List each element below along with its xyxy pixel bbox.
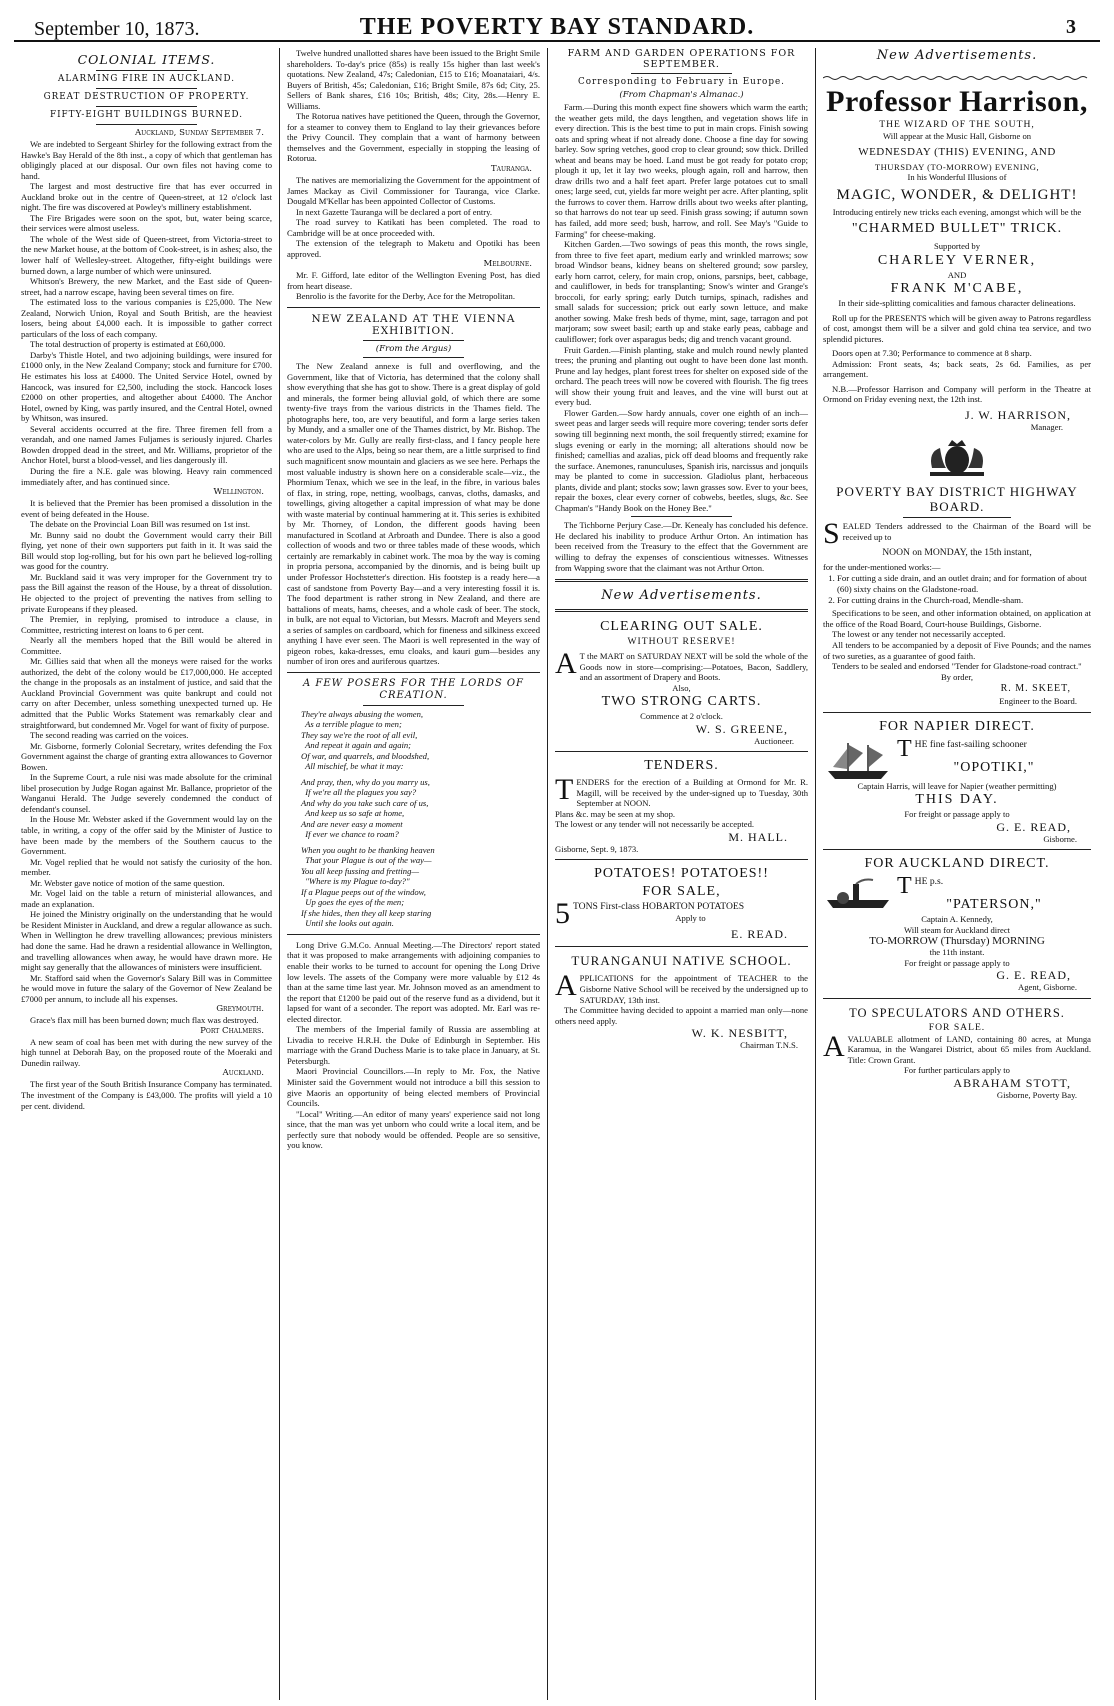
ad-role: Chairman T.N.S. [740, 1040, 798, 1051]
ad-line: Will appear at the Music Hall, Gisborne on [882, 131, 1032, 141]
ad-line: For further particulars apply to [904, 1065, 1010, 1076]
dateline-port-chalmers: Port Chalmers. [200, 1025, 264, 1036]
drop-cap: T [897, 873, 912, 900]
paragraph: During the fire a N.E. gale was blowing. Heavy rain commenced immediately after, and has continued since. [21, 465, 272, 487]
poem-line: And keep us so safe at home, [301, 808, 405, 819]
paragraph: The whole of the West side of Queen-street, from Victoria-street to the new Market house, at the bottom of Cook-street, is in ashes; also, the lower half of Wellesley-street. Altogether, fifty-eight buildings were burned down, a large number of which were uninsured. [21, 233, 272, 276]
paragraph: The extension of the telegraph to Maketu and Opotiki has been approved. [287, 238, 540, 259]
native-school-ad [555, 952, 808, 1050]
ad-body: HE fine fast-sailing schooner [914, 738, 1027, 750]
poem-line: That your Plague is out of the way— [301, 855, 432, 866]
ad-role: Auctioneer. [754, 735, 794, 746]
ad-title: Professor Harrison, [826, 85, 1088, 118]
ad-line: For freight or passage apply to [904, 809, 1010, 820]
ad-body: T the MART on SATURDAY NEXT will be sold the whole of the Goods now in store—comprising:—Potatoes, Bacon, Saddlery, and an assortment of Drapery and Boots. [579, 651, 808, 683]
ad-line: Apply to [675, 913, 706, 924]
poem-line: Of war, and quarrels, and bloodshed, [301, 750, 430, 761]
ad-title: POVERTY BAY DISTRICT HIGHWAY BOARD. [836, 484, 1078, 515]
ad-body: All tenders to be accompanied by a deposit of Five Pounds; and the names of two sureties, as a guarantee of good faith. [823, 639, 1091, 661]
ad-body: Tenders to be sealed and endorsed "Tender for Gladstone-road contract." [832, 661, 1082, 672]
issue-date: September 10, 1873. [34, 18, 200, 40]
ad-title: FOR NAPIER DIRECT. [879, 718, 1035, 734]
column-3 [548, 48, 816, 1700]
ad-role: Agent, Gisborne. [1018, 982, 1077, 993]
speculators-ad [823, 1004, 1091, 1101]
ad-signature: R. M. SKEET, [1000, 683, 1071, 695]
auckland-ad [823, 855, 1091, 993]
ad-line: The Committee having decided to appoint a married man only—none others need apply. [555, 1005, 808, 1026]
subheading-buildings: FIFTY-EIGHT BUILDINGS BURNED. [49, 110, 244, 120]
poem-line: You all keep fussing and fretting— [301, 865, 420, 876]
ad-body: Admission: Front seats, 4s; back seats, 2s 6d. Families, as per arrangement. [823, 358, 1091, 380]
ad-title: POTATOES! POTATOES!! [594, 866, 769, 882]
paragraph: Mr. Webster gave notice of motion of the same question. [30, 877, 225, 888]
poem-line: And pray, then, why do you marry us, [301, 776, 430, 787]
ad-body: HE p.s. [914, 876, 944, 888]
new-ads-heading: New Advertisements. [876, 48, 1038, 63]
ship-name: "PATERSON," [946, 897, 1042, 913]
ad-line: TWO STRONG CARTS. [601, 694, 762, 710]
paragraph: The Rotorua natives have petitioned the Queen, through the Governor, for a steamer to convey them to England to lay their grievances before the Privy Council. They complain that a want of harmony between themselves and the Government, especially in stopping the leasing of Rotorua. [287, 111, 540, 164]
tenders-ad [555, 757, 808, 854]
paragraph: Benrolio is the favorite for the Derby, Ace for the Metropolitan. [296, 291, 515, 302]
paragraph: The road survey to Katikati has been completed. The road to Cambridge will be at once proceeded with. [287, 217, 540, 238]
ad-role: Engineer to the Board. [999, 696, 1077, 707]
poem-line: "Where is my Plague to-day?" [301, 876, 410, 887]
poem-line: When you ought to be thanking heaven [301, 844, 435, 855]
ad-signature: M. HALL. [728, 829, 788, 844]
drop-cap: A [555, 969, 577, 1003]
ad-line: Captain A. Kennedy, [921, 914, 993, 925]
paragraph: The Fire Brigades were soon on the spot, but, water being scarce, their services were almost useless. [21, 212, 272, 234]
dateline-auckland: Auckland. [222, 1068, 264, 1079]
ad-role: Gisborne, Poverty Bay. [996, 1089, 1077, 1100]
paragraph: In the Supreme Court, a rule nisi was made absolute for the criminal libel prosecution by Judge Rogan against Mr. Ballance, proprietor of the Wanganui Herald. The Judge severely condemned the conduct of defendant's counsel. [21, 772, 272, 814]
paragraph: The debate on the Provincial Loan Bill was resumed on 1st inst. [30, 519, 251, 530]
paragraph: Mr. Bunny said no doubt the Government would carry their Bill flying, yet none of their own supporters put faith in it. It was said the Bill would stop log-rolling, but for his own part he believed log-rolling was good for the country. [21, 529, 272, 572]
potatoes-ad [555, 865, 808, 941]
tichborne-item: The Tichborne Perjury Case.—Dr. Kenealy has concluded his defence. He declared his inability to produce Arthur Orton. An intimation has been received from the Treasury to the effect that the Government are willing to defray the expenses of conscientious witnesses. Witnesses from Wapping swore that the claimant was not Arthur Orton. [555, 520, 808, 573]
ad-line: AND [947, 269, 967, 280]
ad-title: FOR AUCKLAND DIRECT. [864, 856, 1050, 872]
ad-body: PPLICATIONS for the appointment of TEACHER to the Gisborne Native School will be received by the undersigned up to SATURDAY, 13th inst. [579, 973, 808, 1005]
drop-cap: S [823, 517, 840, 551]
paragraph: The second reading was carried on the voices. [30, 730, 189, 741]
ad-date: Gisborne, Sept. 9, 1873. [555, 843, 639, 854]
ad-signature: J. W. HARRISON, [964, 407, 1071, 422]
paragraph: Mr. F. Gifford, late editor of the Wellington Evening Post, has died from heart disease. [287, 270, 540, 291]
ad-body: VALUABLE allotment of LAND, containing 80 acres, at Munga Karamua, in the Wangarei District, about 65 miles from Auckland. Title: Crown Grant. [847, 1033, 1091, 1065]
ad-line: WEDNESDAY (THIS) EVENING, AND [858, 145, 1056, 158]
poem-line: They say we're the root of all evil, [301, 729, 418, 740]
poem-line: If she hides, then they all keep staring [301, 907, 432, 918]
drop-cap: T [555, 773, 574, 807]
subheading-fire: ALARMING FIRE IN AUCKLAND. [57, 74, 236, 84]
drop-cap: A [823, 1029, 845, 1063]
column-1 [14, 48, 280, 1700]
ad-role: Gisborne. [1043, 833, 1077, 844]
paragraph: Mr. Gisborne, formerly Colonial Secretary, writes defending the Fox Government against the charge of granting extra allowances to Governor Bowen. [21, 740, 272, 772]
new-ads-heading: New Advertisements. [601, 588, 762, 604]
paragraph: The total destruction of property is estimated at £60,000. [30, 339, 226, 350]
paragraph: It is believed that the Premier has been promised a dissolution in the event of being defeated in the House. [21, 498, 272, 519]
ad-body: N.B.—Professor Harrison and Company will perform in the Theatre at Ormond on Friday evening next, the 12th inst. [823, 383, 1091, 405]
poem-line: They're always abusing the women, [301, 708, 424, 719]
ad-line: Plans &c. may be seen at my shop. [555, 808, 676, 819]
paragraph: The natives are memorializing the Government for the appointment of James Mackay as Civil Commissioner for Tauranga, vice Clarke. Dougald M'Kellar has been appointed Collector of Customs. [287, 175, 540, 207]
ad-line: Captain Harris, will leave for Napier (weather permitting) [857, 780, 1057, 791]
paragraph: In the House Mr. Webster asked if the Government would lay on the table, in writing, a copy of the offer said by the Minister of Justice to have been made by the members of the Southern caucus to the Government. [21, 814, 272, 857]
farm-garden-source: (From Chapman's Almanac.) [619, 90, 744, 100]
poem-line: And why do you take such care of us, [301, 797, 429, 808]
poem-line: If ever we chance to roam? [301, 829, 399, 840]
dateline-melbourne: Melbourne. [483, 259, 532, 270]
ad-body: Specifications to be seen, and other information obtained, on application at the office of the Road Board, Court-house Buildings, Gisborne. [823, 608, 1091, 629]
ad-line: Introducing entirely new tricks each evening, amongst which will be the [832, 206, 1082, 217]
ad-performer: FRANK M'CABE, [890, 281, 1024, 296]
ad-subtitle: FOR SALE. [928, 1021, 986, 1033]
ad-signature: G. E. READ, [996, 968, 1071, 983]
ad-title: TENDERS. [644, 758, 719, 774]
paragraph: Fruit Garden.—Finish planting, stake and mulch round newly planted trees; the pruning and planting out ought to have been done last month. Prune and lay hedges, plant forest trees for shelter on exposed side of the orchard. The peach trees will now be covered with flourish. The fig trees will show their young fruit and leaves, and the vine will burst out at every bud. [555, 344, 808, 408]
paragraph: The Premier, in replying, promised to introduce a clause, in Committee, restricting interest on loans to 6 per cent. [21, 614, 272, 635]
paragraph: Mr. Buckland said it was very improper for the Government try to pass the Bill against the reason of the House, by a threat of dissolution. He objected to the project of preventing the natives from selling to private Europeans if they pleased. [21, 571, 272, 614]
paragraph: We are indebted to Sergeant Shirley for the following extract from the Hawke's Bay Herald of the 8th inst., a copy of which that gentleman has obligingly placed at our disposal. Our own files not having come to hand. [21, 139, 272, 181]
dateline-wellington: Wellington. [213, 487, 264, 498]
ad-signature: ABRAHAM STOTT, [953, 1075, 1071, 1090]
dateline-greymouth: Greymouth. [216, 1004, 264, 1015]
ad-body: ENDERS for the erection of a Building at Ormond for Mr. R. Magill, will be received by the under-signed up to Tuesday, 30th September at NOON. [576, 777, 808, 809]
russia-item: The members of the Imperial family of Russia are assembling at Livadia to receive H.R.H. the Duke of Edinburgh in September. His marriage with the Grand Duchess Marie is to take place in January, at St. Petersburgh. [287, 1024, 540, 1066]
vienna-source: (From the Argus) [375, 344, 452, 355]
paragraph: The New Zealand annexe is full and overflowing, and the Government, like that of Victoria, has determined that the colony shall show everything that she has got to show. There is a great display of gold and minerals, the former being alluvial gold, of which there are some twenty-five trays from the various districts in the Thames field. The photographs here, too, are very beautiful, and form a large series taken by Mundy, and a smaller one of the Thames district, by Mr. Bishop. The water-colors by Mr. Gully are really first-class, and I fancy people here who are used to the Alps, being so near them, are a little surprised to find such magnificent snow mountain and glaciers as we see here. Perhaps the most valuable industry is shown here on a considerable scale—viz., the Phormium Tenax, which we see in the leaf, in the fibre, in various bales of flax, in string, rope, netting, woolbags, canvas, cloths, damasks, and towellings, giving altogether a capital impression of what may be done with waste material by continual hammering at it. This series is exhibited by Mr. Thorney, of London, the different goods having been manufactured in Scotland at Arbroath and Dundee. There is also a good collection of woods and two or three tables made of these woods, which certainly are remarkably in cabinet work. The moa by the way is coming in propria persona, accompanied by the dinornis, and is being built up under Professor Hochstetter's direction. His footstep is a ready here—a cast of sandstone from Poverty Bay—and a very interesting fossil it is. The food department is rather strong in New Zealand, and there are battalions of meats, hams, cheeses, and a whole cask of beer. The stock, in bulk, are not equal to Victorian, but Messrs. Macroft and Meyers send a series of samples on cardboard, which for fineness and silkiness exceed anything I have ever seen. The Maori is well represented in the way of pigeon robes, kaka-dresses, emu cloaks, and kauri gum—besides any number of iron ores and auriferous quartzes. [287, 361, 540, 667]
ad-line: In his Wonderful Illusions of [907, 172, 1007, 182]
poem-line: If a Plague peeps out of the window, [301, 886, 426, 897]
farm-garden-sub: Corresponding to February in Europe. [578, 77, 785, 87]
paragraph: Flower Garden.—Sow hardy annuals, cover one eighth of an inch—sweet peas and larger seeds will require more covering; tender sorts defer sowing till beginning next month, the soil frequently stirred; examine for slugs evening or early in the morning; all alterations should now be finished; camellias and azalias, pick off dead blooms and frequently rake the surface. Anemones, ranunculuses, Spanish iris, narcissus and jonquils may be planted to come in succession. Gladiolus plant, herbaceous plants, divide and plant; stocks sow; lawn grasses sow. Ever to your bees, repair the boxes, clear every corner of cobwebs, beetles, slugs, &c. See Chapman's "Handy Book on the Honey Bee." [555, 407, 808, 513]
ship-name: "OPOTIKI," [953, 759, 1035, 775]
ad-line: THIS DAY. [915, 792, 999, 808]
paragraph: Grace's flax mill has been burned down; much flax was destroyed. [30, 1015, 259, 1026]
ad-title: TO SPECULATORS AND OTHERS. [849, 1005, 1065, 1020]
ad-performer: CHARLEY VERNER, [877, 252, 1037, 268]
ad-signature: G. E. READ, [996, 819, 1071, 834]
maori-item: Maori Provincial Councillors.—In reply to Mr. Fox, the Native Minister said the Government would not introduce a bill this session to give Maoris an opportunity of being elected members of Provincial Councils. [287, 1066, 540, 1109]
paragraph: The estimated loss to the various companies is £25,000. The New Zealand, Norwich Union, Royal and South British, are the heaviest losers, being about £4,000 each. It is impossible to gather correct particulars of the loss of each company. [21, 297, 272, 339]
drop-cap: T [897, 735, 912, 762]
paragraph: The largest and most destructive fire that has ever occurred in Auckland broke out in the centre of Queen-street, at 12 o'clock last night. The fire was discovered at Powley's millinery establishment. [21, 181, 272, 213]
ad-line: "CHARMED BULLET" TRICK. [851, 221, 1063, 236]
works-item: 2. For cutting drains in the Church-road, Mendle-sham. [837, 595, 1091, 606]
paragraph: The first year of the South British Insurance Company has terminated. The investment of the Company is £43,000. The profits will yield a 10 per cent. dividend. [21, 1079, 272, 1111]
poem-line: All mischief, be what it may: [301, 761, 404, 772]
ad-line: By order, [940, 671, 974, 682]
paragraph: In next Gazette Tauranga will be declared a port of entry. [296, 206, 493, 217]
ad-signature: E. READ. [731, 927, 788, 942]
ad-body: Roll up for the PRESENTS which will be given away to Patrons regardless of cost, amongst them will be a silver and gold china tea service, and two splendid pictures. [823, 312, 1091, 344]
dateline-tauranga: Tauranga. [490, 164, 532, 175]
drop-cap: A [555, 647, 577, 681]
works-item: 1. For cutting a side drain, and an outlet drain; and for formation of about (60) sixty chains on the Gladstone-road. [837, 573, 1091, 595]
paragraph: Several accidents occurred at the fire. Three firemen fell from a verandah, and one named James Fuljames is seriously injured. Charles Bowden dropped dead in the street, and Mr. Williams, proprietor of the Anchor Hotel, burst a blood-vessel, and lies dangerously ill. [21, 423, 272, 466]
ad-title: TURANGANUI NATIVE SCHOOL. [571, 953, 792, 969]
paragraph: Mr. Vogel replied that he would not satisfy the curiosity of the hon. member. [21, 856, 272, 878]
ad-line: THE WIZARD OF THE SOUTH, [879, 119, 1035, 130]
column-4 [816, 48, 1098, 1700]
paragraph: Whitson's Brewery, the new Market, and the East side of Queen-street, had a narrow escape, having been several times on fire. [21, 276, 272, 297]
ad-body: EALED Tenders addressed to the Chairman of the Board will be received up to [842, 521, 1091, 542]
poem-line: As a terrible plague to men; [301, 719, 402, 730]
drop-cap: 5 [555, 897, 570, 931]
ad-line: the 11th instant. [929, 947, 985, 958]
vienna-heading: NEW ZEALAND AT THE VIENNA EXHIBITION. [311, 313, 516, 338]
newspaper-title: THE POVERTY BAY STANDARD. [359, 14, 755, 40]
ad-body: TONS First-class HOBARTON POTATOES [573, 901, 745, 913]
paragraph: Farm.—During this month expect fine showers which warm the earth; the weather gets mild, the days lengthen, and vegetation shows life in every direction. This is the best time to put in main crops. Finish sowing oats and spring wheat if not already done. Choose a fine day for sowing barley. Sow spring vetches, good crop to clear ground; sow thick. Drilled wheat and beans may be hoed. Land must be got ready for potato crop; plough it up, let it lay two weeks, plough again, roll and harrow, then draw drills two and a half feet apart. Prefer large potatoes cut to small ones; large seed, cut, yields far more weight per acre. After planting, split the furrows to cover them. Harrow drills about two weeks after planting, so that harrows do not tear up seed. Finish grass sowing; if autumn sown has failed, add more seed; bush, harrow, and roll. See May's "Guide to Farming" for cheese-making. [555, 102, 808, 239]
paragraph: Twelve hundred unallotted shares have been issued to the Bright Smile shareholders. To-day's price (85s) is really 15s higher than last week's quotations. New Zealand, 47s; Caledonian, £15 to £16; Moanataiari, 4/s. Buyers of British, 45s; Caledonian, £16; Bright Smile, 87s 6d; City, 25. Sellers of Bank shares, £16 10s; British, 48s; City, 28s.—Henry E. Williams. [287, 48, 540, 111]
ad-line: NOON on MONDAY, the 15th instant, [882, 547, 1032, 559]
ad-subtitle: WITHOUT RESERVE! [627, 636, 736, 648]
harrison-ad [823, 85, 1091, 432]
paragraph: Nearly all the members hoped that the Bill would be altered in Committee. [21, 635, 272, 656]
long-drive-item: Long Drive G.M.Co. Annual Meeting.—The Directors' report stated that it was proposed to make arrangements with adjoining companies to enable their works to be turned to account for opening the Long Drive low levels. The assets of the Company were more valuable by £12 4s than at the same time last year. Mr. Johnson moved as an amendment to the report that £1200 be paid out of the reserve fund as a dividend, but it lapsed for want of a seconder. The report was adopted. Mr. Earl was re-elected director. [287, 939, 540, 1024]
ad-signature: W. K. NESBITT, [691, 1026, 788, 1041]
column-2 [280, 48, 548, 1700]
ad-line: for the under-mentioned works:— [823, 562, 941, 573]
ad-line: The lowest or any tender will not necessarily be accepted. [555, 819, 755, 830]
poem [287, 709, 540, 929]
paragraph: Mr. Gillies said that when all the moneys were raised for the works authorized, the debt of the colony would be £17,000,000. He accepted the change in the proposals as an instalment of justice, and said that the Auckland Provincial Government was quite bankrupt and could not carry on after December, unless something unexpected turned up. He admitted that the Public Works Statement was remarkably clear and straightforward, but condemned Mr. Vogel for want of fixity of purpose. [21, 656, 272, 730]
ad-line: TO-MORROW (Thursday) MORNING [869, 935, 1045, 948]
farm-garden-heading: FARM AND GARDEN OPERATIONS FOR SEPTEMBER. [567, 48, 796, 70]
local-writing-item: "Local" Writing.—An editor of many years' experience said not long since, that the man was yet unborn who could write a local item, and be perfectly sure that nobody would be offended. People are so sensitive, you know. [287, 1108, 540, 1151]
masthead [14, 12, 1100, 42]
ad-line: THURSDAY (TO-MORROW) EVENING, [874, 161, 1040, 172]
colonial-items-heading: COLONIAL ITEMS. [77, 52, 216, 67]
ad-line: Also, [672, 682, 691, 693]
ad-line: MAGIC, WONDER, & DELIGHT! [836, 186, 1078, 203]
ship-icon [823, 739, 893, 781]
poem-line: And repeat it again and again; [301, 740, 412, 751]
ad-subtitle: FOR SALE, [642, 884, 721, 900]
paragraph: Mr. Vogel laid on the table a return of ministerial allowances, and made an explanation. [21, 888, 272, 909]
poem-heading: A FEW POSERS FOR THE LORDS OF CREATION. [303, 677, 524, 701]
ad-body: Doors open at 7.30; Performance to commence at 8 sharp. [832, 348, 1032, 359]
ad-title: CLEARING OUT SALE. [600, 619, 763, 635]
ad-body: The lowest or any tender not necessarily accepted. [832, 629, 1006, 640]
poem-line: If we're all the plagues you say? [301, 787, 417, 798]
poem-line: And are never easy a moment [301, 818, 403, 829]
ornamental-rule [823, 75, 1089, 81]
page-number: 3 [1066, 16, 1076, 38]
dateline: Auckland, Sunday September 7. [134, 128, 264, 138]
poem-line: Until she looks out again. [301, 918, 394, 929]
paragraph: Kitchen Garden.—Two sowings of peas this month, the rows single, from three to five feet apart, medium early and wrinkled marrows; sow broad Windsor beans, kidney beans on sheltered ground; sow parsley, early horn carrot, celery, for main crop, onions, parsnips, beet, cabbage, and cauliflower, in beds for transplanting; Snow's winter and Grange's broccoli, for early spring; early Dutch turnips, spinach, radishes and small salads for succession; prick out early sown lettuce, and make another sowing. Make fresh beds of thyme, mint, sage, tarragon and pot marjoram; sow sweet basil; earth up and stake early peas, cabbage and cauliflower; fork over asparagus beds; dig and trench vacant ground. [555, 239, 808, 345]
ad-line: In their side-splitting comicalities and famous character delineations. [838, 298, 1076, 308]
paragraph: Mr. Stafford said when the Governor's Salary Bill was in Committee he would move in future the salary of the Governor of New Zealand be £7000 per annum, to include all his expenses. [21, 972, 272, 1004]
ad-role: Manager. [1030, 421, 1063, 432]
royal-crest-icon [922, 438, 992, 478]
ad-line: Will steam for Auckland direct [903, 924, 1011, 935]
subheading-destruction: GREAT DESTRUCTION OF PROPERTY. [43, 92, 250, 102]
ad-line: Commence at 2 o'clock. [640, 711, 723, 722]
clearing-sale-ad [555, 618, 808, 746]
poem-line: Up goes the eyes of the men; [301, 897, 405, 908]
paragraph: A new seam of coal has been met with during the new survey of the high tunnel at Deborah Bay, on the proposed route of the Moeraki and Dunedin railway. [21, 1036, 272, 1068]
ad-line: Supported by [933, 241, 981, 251]
paragraph: He joined the Ministry originally on the understanding that he would be Resident Minister in Auckland, and drew a regular allowance as such. When in Wellington he drew travelling allowances; previous ministers had done the same. Had he drawn a residential allowance in Wellington, and travelling allowances when away, he would have drawn more. He might say generally that the allowances of ministers were insufficient. [21, 909, 272, 973]
steamship-icon [823, 876, 893, 912]
ad-signature: W. S. GREENE, [695, 721, 788, 736]
highway-board-ad [823, 484, 1091, 706]
ad-line: For freight or passage apply to [904, 957, 1010, 968]
napier-ad [823, 718, 1091, 845]
paragraph: Darby's Thistle Hotel, and two adjoining buildings, were insured for £1000 only, in the New Zealand Company; stock and furniture for £700. He estimates his loss at £4000. The United Service Hotel, owned by Hancock, was insured for £2,500, including the stock. Hancock loses £2000 on other properties, and altogether about £4000. The Anchor Hotel, owned by King, was partly insured, and the Central Hotel, owned by Whitson, was insured. [21, 349, 272, 424]
